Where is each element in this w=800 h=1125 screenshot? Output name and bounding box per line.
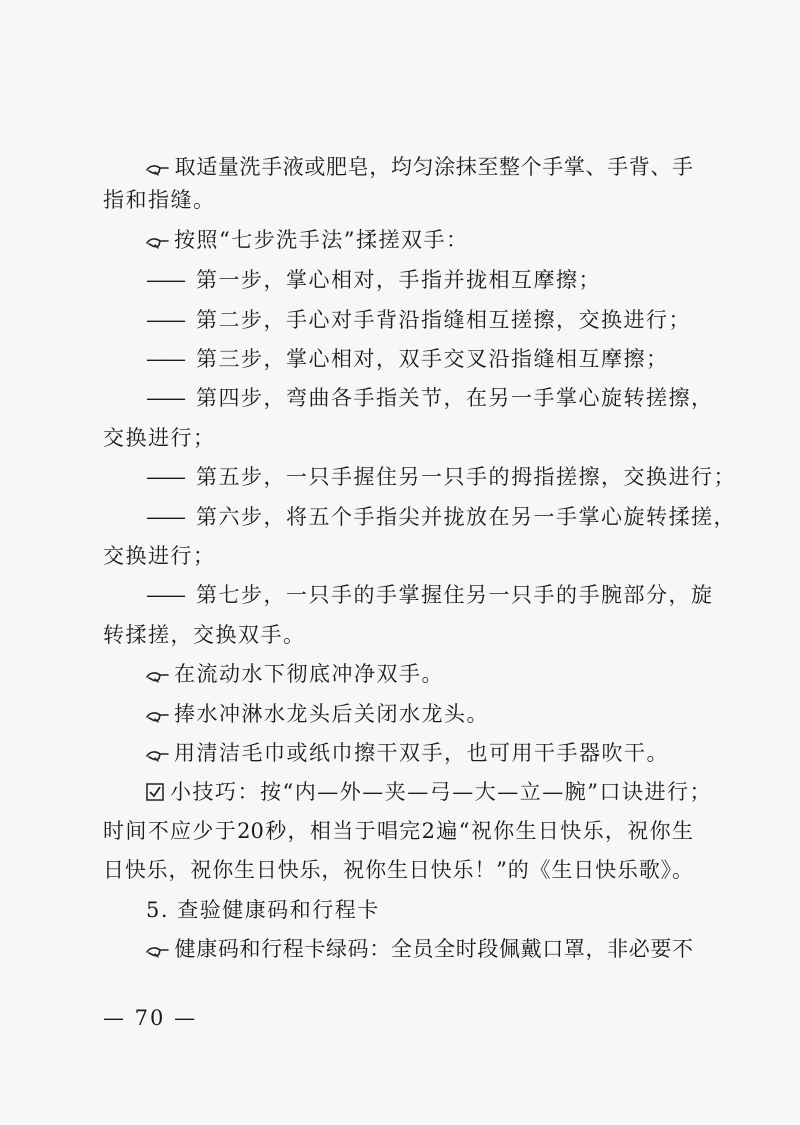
line-text: 用清洁毛巾或纸巾擦干双手，也可用干手器吹干。 <box>174 741 669 765</box>
dash-marker: —— <box>146 583 184 607</box>
dash-marker: —— <box>146 465 184 489</box>
hand-icon <box>146 709 172 723</box>
text-line <box>146 895 693 925</box>
line-text: 第五步，一只手握住另一只手的拇指搓擦，交换进行； <box>196 465 736 489</box>
checkbox-icon <box>146 779 170 809</box>
text-line <box>146 305 693 335</box>
text-line <box>146 152 693 182</box>
line-text: 第四步，弯曲各手指关节，在另一手掌心旋转搓擦， <box>196 386 714 410</box>
line-text: 第六步，将五个手指尖并拢放在另一手掌心旋转揉搓， <box>196 505 736 529</box>
dash-marker: —— <box>146 268 184 292</box>
text-line <box>103 541 693 571</box>
line-text: 在流动水下彻底冲净双手。 <box>174 662 444 686</box>
text-line <box>146 738 693 768</box>
line-text: 交换进行； <box>103 544 216 568</box>
text-line <box>146 462 736 492</box>
dash-marker: —— <box>146 505 184 529</box>
line-text: 转揉搓，交换双手。 <box>103 623 306 647</box>
text-line <box>146 699 693 729</box>
dash-marker: —— <box>146 386 184 410</box>
dash-marker: —— <box>146 347 184 371</box>
line-text: 指和指缝。 <box>103 188 216 212</box>
hand-icon <box>146 669 172 683</box>
line-text: 取适量洗手液或肥皂，均匀涂抹至整个手掌、手背、手 <box>174 155 693 179</box>
line-text: 日快乐，祝你生日快乐，祝你生日快乐！”的《生日快乐歌》。 <box>103 858 693 882</box>
dash-marker: —— <box>146 308 184 332</box>
text-line <box>146 225 693 255</box>
text-line <box>146 580 714 610</box>
text-line <box>103 423 693 453</box>
line-text: 第一步，掌心相对，手指并拢相互摩擦； <box>196 268 601 292</box>
text-line <box>103 185 693 215</box>
text-line <box>146 502 736 532</box>
hand-icon <box>146 162 172 176</box>
line-text: 捧水冲淋水龙头后关闭水龙头。 <box>174 702 489 726</box>
line-text: 时间不应少于20秒，相当于唱完2遍“祝你生日快乐，祝你生 <box>103 819 693 843</box>
line-text: 第三步，掌心相对，双手交叉沿指缝相互摩擦； <box>196 347 669 371</box>
hand-icon <box>146 235 172 249</box>
text-line <box>146 265 693 295</box>
text-line <box>146 383 714 413</box>
hand-icon <box>146 748 172 762</box>
line-text: 第二步，手心对手背沿指缝相互搓擦，交换进行； <box>196 308 691 332</box>
text-line <box>103 620 693 650</box>
line-text: 健康码和行程卡绿码：全员全时段佩戴口罩，非必要不 <box>174 937 693 961</box>
text-line <box>103 816 693 846</box>
hand-icon <box>146 944 172 958</box>
line-text: 小技巧：按“内—外—夹—弓—大—立—腕”口诀进行； <box>170 780 712 804</box>
text-line <box>146 344 693 374</box>
page-number: — 70 — <box>103 1006 198 1030</box>
text-line <box>103 855 693 885</box>
text-line <box>146 659 693 689</box>
line-text: 第七步，一只手的手掌握住另一只手的手腕部分，旋 <box>196 583 714 607</box>
section-heading: 5. 查验健康码和行程卡 <box>146 898 380 922</box>
text-line <box>146 777 712 809</box>
text-line <box>146 934 693 964</box>
line-text: 交换进行； <box>103 426 216 450</box>
line-text: 按照“七步洗手法”揉搓双手： <box>174 228 469 252</box>
